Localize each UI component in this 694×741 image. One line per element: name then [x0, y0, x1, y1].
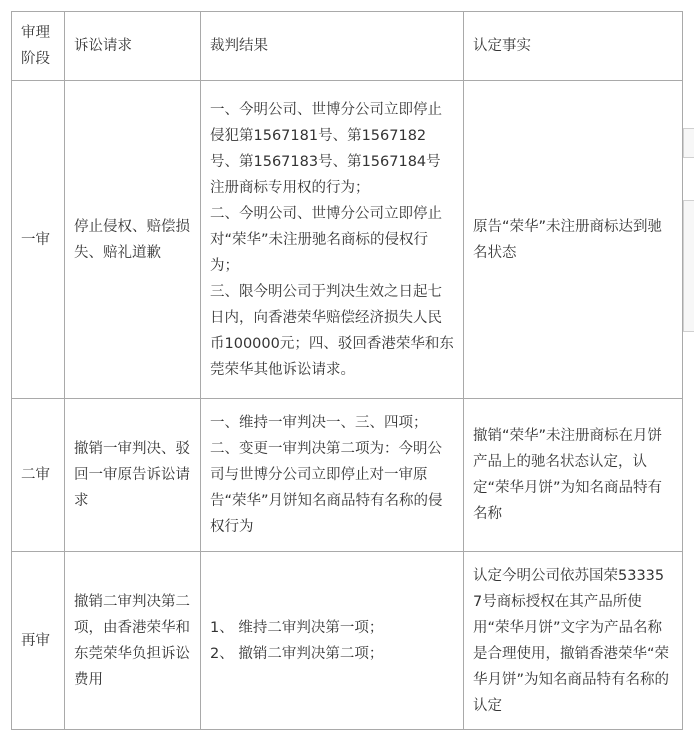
- judgment-item: 一、今明公司、世博分公司立即停止侵犯第1567181号、第1567182号、第1567183号、第1567184号注册商标专用权的行为；: [210, 101, 442, 196]
- judgment-item: 2、 撤销二审判决第二项；: [210, 645, 384, 662]
- row-facts: 原告“荣华”未注册商标达到驰名状态: [464, 81, 683, 399]
- row-judgment: [201, 399, 464, 552]
- header-claims: 诉讼请求: [65, 12, 201, 81]
- table-header-row: [12, 12, 683, 81]
- judgment-item: 二、变更一审判决第二项为：今明公司与世博分公司立即停止对一审原告“荣华”月饼知名商品特有名称的侵权行为: [210, 441, 443, 535]
- row-stage: 二审: [12, 399, 65, 552]
- header-stage: 审理阶段: [12, 12, 65, 81]
- case-table: [11, 11, 683, 730]
- judgment-item: 二、今明公司、世博分公司立即停止对“荣华”未注册驰名商标的侵权行为；: [210, 205, 442, 274]
- row-judgment: [201, 81, 464, 399]
- scroll-tab: [683, 128, 694, 158]
- row-claims: 撤销二审判决第二项，由香港荣华和东莞荣华负担诉讼费用: [65, 552, 201, 730]
- judgment-item: 一、维持一审判决一、三、四项；: [210, 415, 428, 431]
- row-stage: 再审: [12, 552, 65, 730]
- header-facts: 认定事实: [464, 12, 683, 81]
- row-facts: 撤销“荣华”未注册商标在月饼产品上的驰名状态认定，认定“荣华月饼”为知名商品特有名称: [464, 399, 683, 552]
- scroll-tab: [683, 200, 694, 332]
- header-judgment: 裁判结果: [201, 12, 464, 81]
- row-judgment: [201, 552, 464, 730]
- table-row: [12, 399, 683, 552]
- judgment-item: 1、 维持二审判决第一项；: [210, 619, 384, 636]
- row-claims: 停止侵权、赔偿损失、赔礼道歉: [65, 81, 201, 399]
- row-facts: 认定今明公司依苏国荣533357号商标授权在其产品所使用“荣华月饼”文字为产品名称是合理使用，撤销香港荣华“荣华月饼”为知名商品特有名称的认定: [464, 552, 683, 730]
- judgment-item: 三、限今明公司于判决生效之日起七日内，向香港荣华赔偿经济损失人民币100000元；四、驳回香港荣华和东莞荣华其他诉讼请求。: [210, 283, 454, 378]
- row-claims: 撤销一审判决、驳回一审原告诉讼请求: [65, 399, 201, 552]
- row-stage: 一审: [12, 81, 65, 399]
- table-row: [12, 552, 683, 730]
- table-row: [12, 81, 683, 399]
